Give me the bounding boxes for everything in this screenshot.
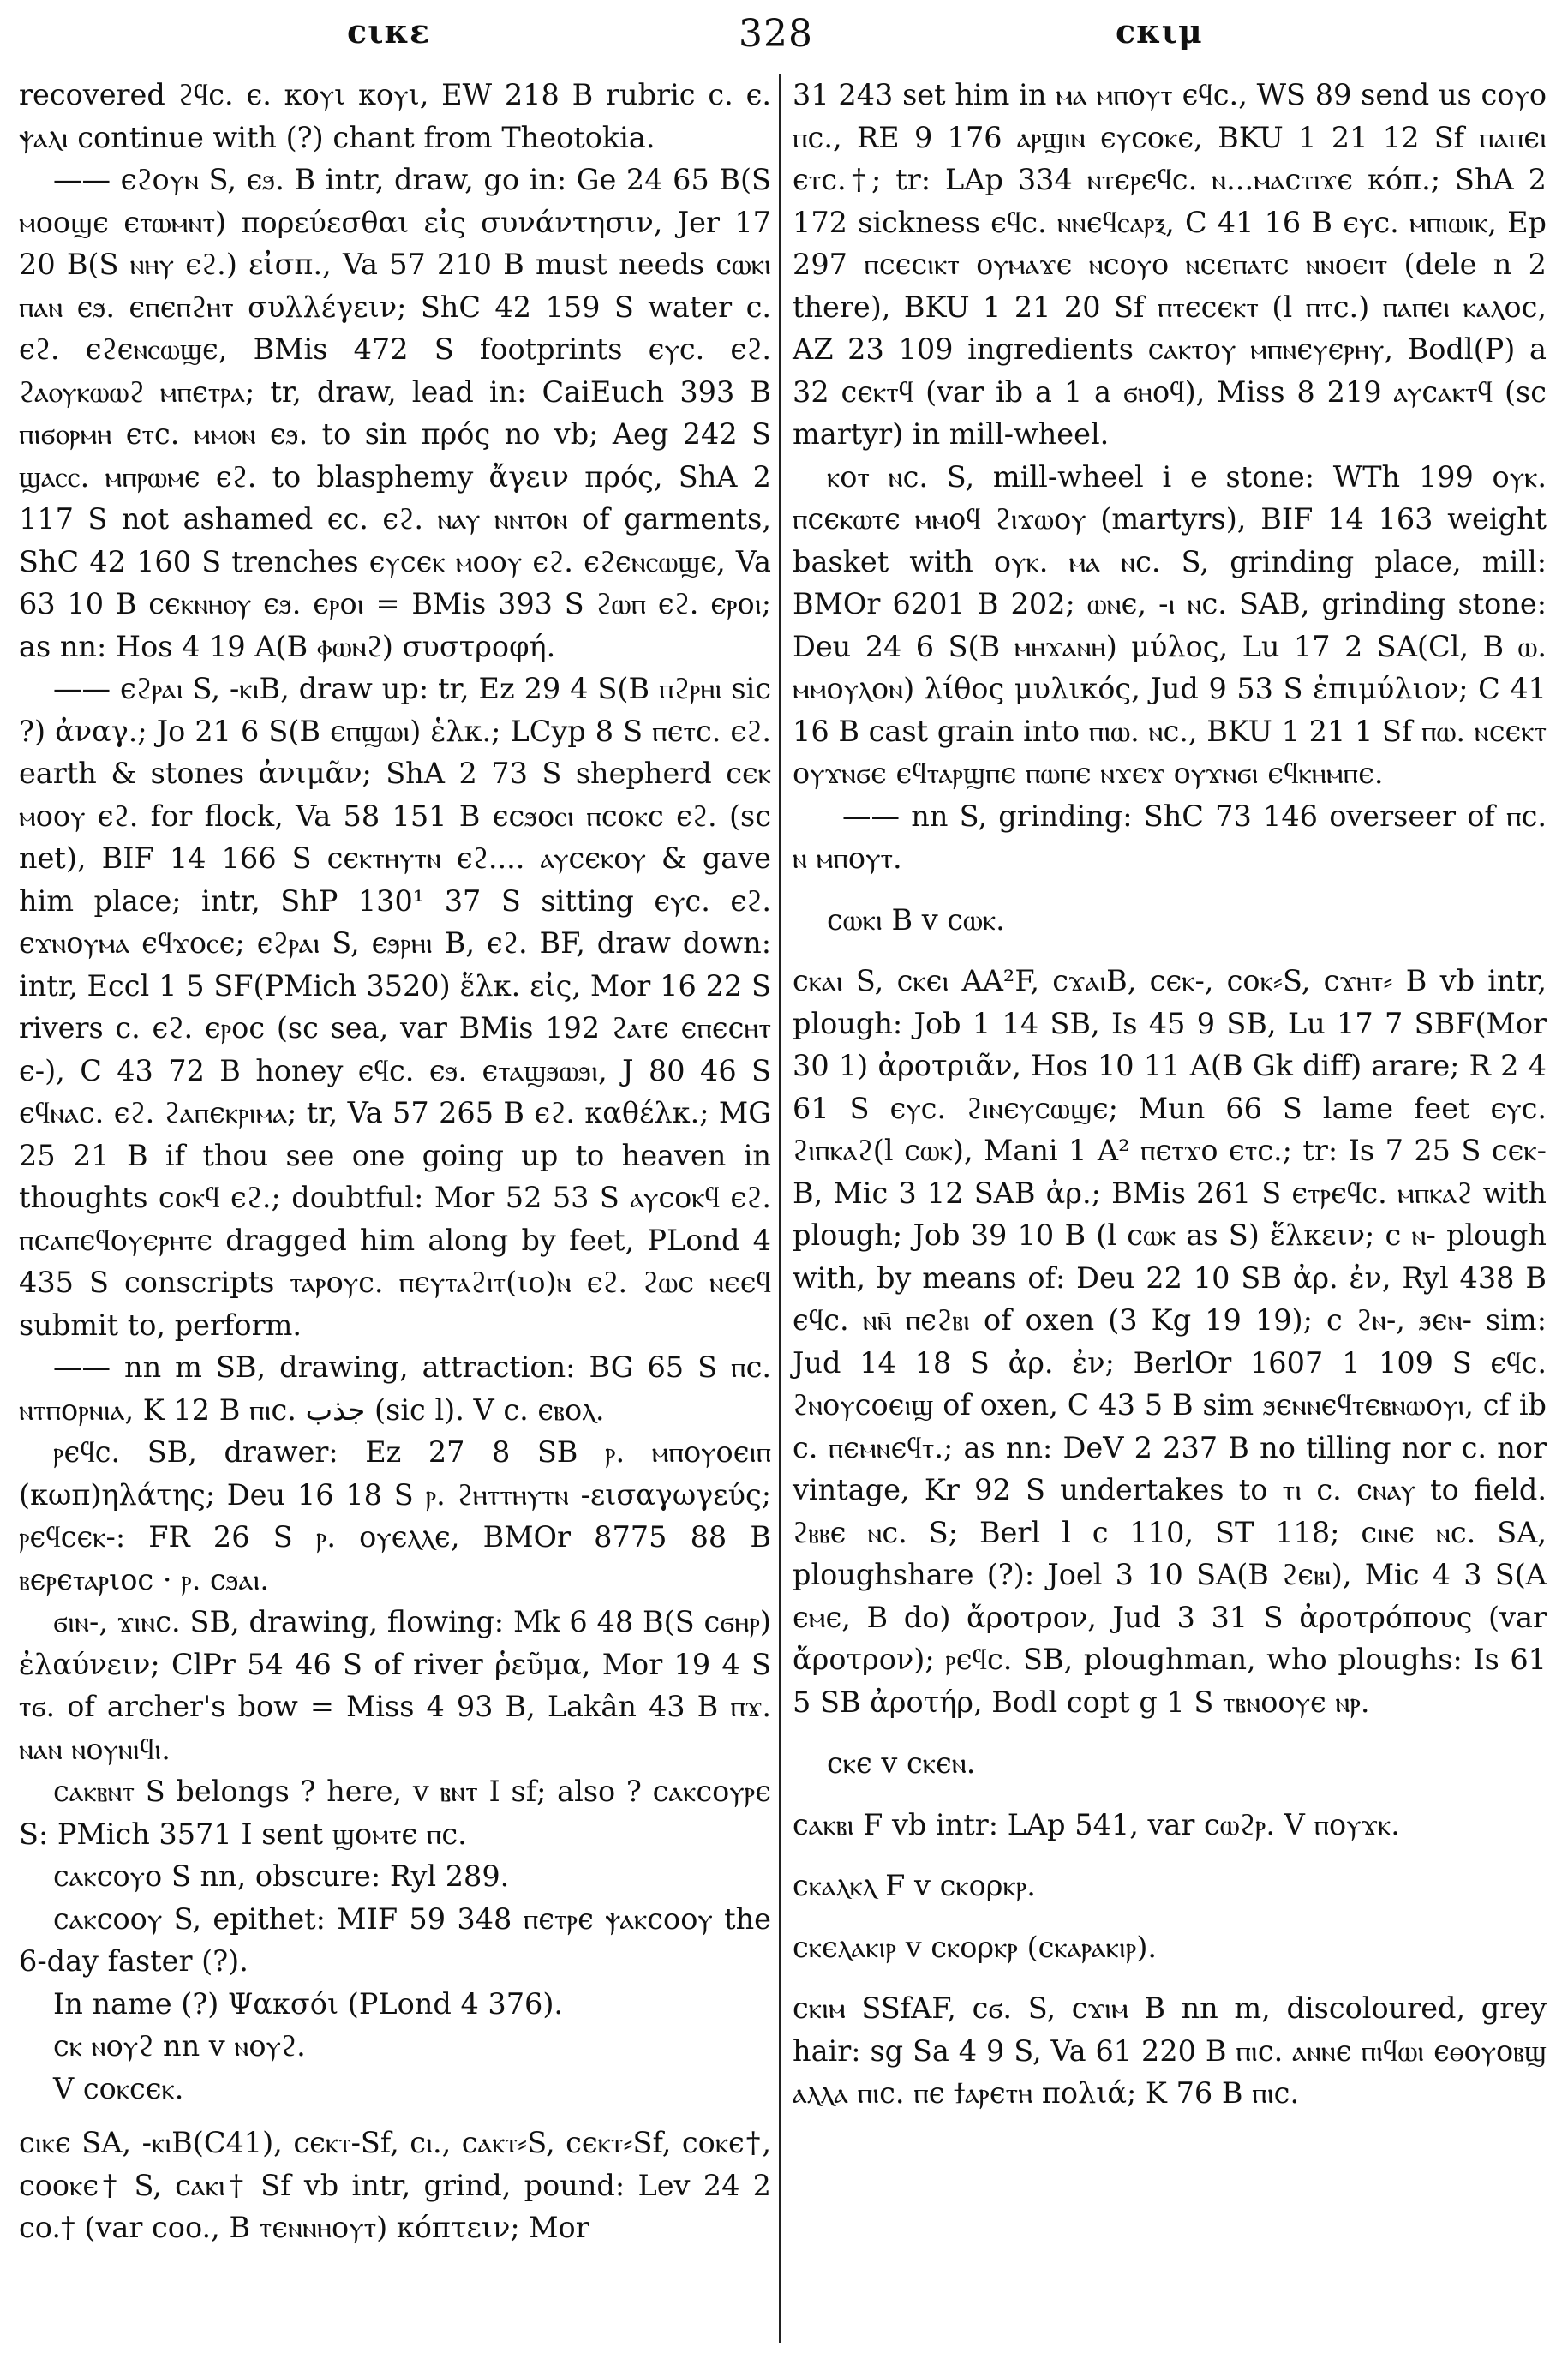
entry-paragraph: —— nn S, grinding: ShC 73 146 overseer of ⲡϲ. ⲛ ⲙⲡοⲩⲧ. [793,799,1547,875]
entry-headword-paragraph: ϲⲕⲓⲙ SSfAF, ϲϭ. S, ϲϫⲓⲙ B nn m, discoloured, grey hair: sg Sa 4 9 S, Va 61 220 B ⲡⲓϲ. ⲁⲛⲛϵ ⲡⲓϥⲱⲓ ϵⲑοⲩοⲃϣ ⲁⲗⲗⲁ ⲡⲓϲ. ⲡϵ ϯⲁⲣϵⲧⲏ πολιά; K 76 B ⲡⲓϲ. [793,1991,1547,2110]
entry-headword-paragraph: ϲⲁⲕⲃⲓ F vb intr: LAp 541, var ϲⲱϩⲣ. V ⲡοⲩϫⲕ. [793,1807,1400,1841]
left-running-head: ϲικε [347,12,431,51]
page-number: 328 [739,12,813,56]
left-column [19,74,771,2249]
entry-headword-paragraph: ϲⲓⲕϵ SA, -ⲕⲓB(C41), ϲϵⲕⲧ-Sf, ϲⲓ., ϲⲁⲕⲧ⸗S, ϲϵⲕⲧ⸗Sf, ϲοⲕϵ†, ϲοοⲕϵ† S, ϲⲁⲕⲓ† Sf vb intr, grind, pound: Lev 24 2 co.† (var coo., B ⲧϵⲛⲛⲏοⲩⲧ) κόπτειν; Mor [19,2126,771,2244]
entry-paragraph: In name (?) Ψακσόι (PLond 4 376). [53,1986,564,2021]
page-header [0,12,1568,63]
entry-paragraph: ϲⲁⲕⲃⲛⲧ S belongs ? here, v ⲃⲛⲧ I sf; also ? ϲⲁⲕϲοⲩⲣϵ S: PMich 3571 I sent ϣοⲙⲧϵ ⲡϲ. [19,1775,771,1851]
entry-headword-paragraph: ϲⲕϵⲗⲁⲕⲓⲣ v ϲⲕορⲕⲣ (ϲⲕⲁⲣⲁⲕⲓⲣ). [793,1930,1158,1964]
entry-paragraph: —— ϵϩοⲩⲛ S, ϵϧ. B intr, draw, go in: Ge 24 65 B(S ⲙοοϣϵ ϵⲧⲱⲙⲛⲧ) πορεύεσθαι εἰς συνάντησιν, Jer 17 20 B(S ⲛⲏⲩ ϵϩ.) εἰσπ., Va 57 210 B must needs ϲⲱⲕⲓ ⲡⲁⲛ ϵϧ. ϵⲡϵⲡϩⲏⲧ συλλέγειν; ShC 42 159 S water c. ϵϩ. ϵϩϵⲛⲥⲱϣϵ, BMis 472 S footprints ϵⲩϲ. ϵϩ. ϩⲁⲟⲩⲕⲱⲱϩ ⲙⲡϵⲧⲣⲁ; tr, draw, lead in: CaiEuch 393 B ⲡⲓϭⲟⲣⲙⲏ ϵⲧϲ. ⲙⲙⲟⲛ ϵϧ. to sin πρός no vb; Aeg 242 S ϣⲁⲥⲥ. ⲙⲡⲣⲱⲙϵ ϵϩ. to blasphemy ἄγειν πρός, ShA 2 117 S not ashamed ϵϲ. ϵϩ. ⲛⲁⲩ ⲛⲛⲧοⲛ of garments, ShC 42 160 S trenches ϵⲩϲϵⲕ ⲙοοⲩ ϵϩ. ϵϩϵⲛⲥⲱϣϵ, Va 63 10 B ϲϵⲕⲛⲏⲟⲩ ϵϧ. ϵⲣοⲓ = BMis 393 S ϩⲱⲡ ϵϩ. ϵⲣοⲓ; as nn: Hos 4 19 A(B ⲫⲱⲛϩ) συστροφή. [19,163,771,663]
entry-paragraph: ⲣϵϥϲ. SB, drawer: Ez 27 8 SB ⲣ. ⲙⲡοⲩοϵⲓⲡ (κωπ)ηλάτης; Deu 16 18 S ⲣ. ϩⲏⲧⲧⲏⲩⲧⲛ -εισαγωγεύς; ⲣϵϥϲϵⲕ-: FR 26 S ⲣ. οⲩϵⲗⲗϵ, BMOr 8775 88 B ⲃϵⲣϵⲧⲁⲣιοϲ · ⲣ. ϲϧⲁⲓ. [19,1435,771,1596]
right-column [793,74,1547,2115]
entry-paragraph: ϲⲕ ⲛοⲩϩ nn v ⲛοⲩϩ. [53,2029,306,2063]
entry-paragraph: 31 243 set him in ⲙⲁ ⲙⲡοⲩⲧ ϵϥϲ., WS 89 send us ϲοⲩο ⲡϲ., RE 9 176 ⲁⲣϣⲓⲛ ϵⲩϲοⲕϵ, BKU 1 21 12 Sf ⲡⲁⲡϵⲓ ϵⲧϲ.†; tr: LAp 334 ⲛⲧϵⲣϵϥϲ. ⲛ...ⲙⲁϲⲧⲓϫϵ κόπ.; ShA 2 172 sickness ϵϥϲ. ⲛⲛϵϥⲥⲁⲣⲝ, C 41 16 B ϵⲩϲ. ⲙⲡⲓⲱⲓⲕ, Ep 297 ⲡϲϵϲⲓⲕⲧ οⲩⲙⲁϫϵ ⲛϲοⲩο ⲛϲϵⲡⲁⲧϲ ⲛⲛοϵⲓⲧ (dele n 2 there), BKU 1 21 20 Sf ⲡⲧϵϲϵⲕⲧ (l ⲡⲧϲ.) ⲡⲁⲡϵⲓ ⲕⲁⲗοϲ, AZ 23 109 ingredients ϲⲁⲕⲧοⲩ ⲙⲡⲛϵⲩϵⲣⲏⲩ, Bodl(P) a 32 ϲϵⲕⲧϥ (var ib a 1 a ϭⲏοϥ), Miss 8 219 ⲁⲩϲⲁⲕⲧϥ (sc martyr) in mill-wheel. [793,78,1547,451]
entry-headword-paragraph: ϲⲕϵ v ϲⲕϵⲛ. [827,1746,976,1780]
entry-headword-paragraph: ϲⲕⲁⲓ S, ϲⲕϵⲓ AA²F, ϲϫⲁⲓB, ϲϵⲕ-, ϲοⲕ⸗S, ϲϫⲏⲧ⸗ B vb intr, plough: Job 1 14 SB, Is 45 9 SB, Lu 17 7 SBF(Mor 30 1) ἀροτριᾶν, Hos 10 11 A(B Gk diff) arare; R 2 4 61 S ϵⲩϲ. ϩⲓⲛϵⲩϲⲱϣϵ; Mun 66 S lame feet ϵⲩϲ. ϩⲓⲡⲕⲁϩ(l ϲⲱⲕ), Mani 1 A² ⲡϵⲧϫο ϵⲧϲ.; tr: Is 7 25 S ϲϵⲕ- B, Mic 3 12 SAB ἀρ.; BMis 261 S ϵⲧⲣϵϥϲ. ⲙⲡⲕⲁϩ with plough; Job 39 10 B (l ϲⲱⲕ as S) ἕλκειν; c ⲛ- plough with, by means of: Deu 22 10 SB ἀρ. ἐν, Ryl 438 B ϵϥϲ. ⲛⲛ̄ ⲡϵϩⲃⲓ of oxen (3 Kg 19 19); c ϩⲛ-, ϧϵⲛ- sim: Jud 14 18 S ἀρ. ἐν; BerlOr 1607 1 109 S ϵϥϲ. ϩⲛοⲩϲοϵⲓϣ of oxen, C 43 5 B sim ϧϵⲛⲛϵϥⲧϵⲃⲛⲱοⲩⲓ, cf ib c. ⲡϵⲙⲛϵϥⲧ.; as nn: DeV 2 237 B no tilling nor c. nor vintage, Kr 92 S undertakes to ⲧⲓ c. ϲⲛⲁⲩ to field. ϩⲃⲃϵ ⲛϲ. S; Berl l c 110, ST 118; ϲⲓⲛϵ ⲛϲ. SA, ploughshare (?): Joel 3 10 SA(B ϩϵⲃⲓ), Mic 4 3 S(A ϵⲙϵ, B do) ἄροτρον, Jud 3 31 S ἀροτρόπους (var ἄροτρον); ⲣϵϥϲ. SB, ploughman, who ploughs: Is 61 5 SB ἀροτήρ, Bodl copt g 1 S ⲧⲃⲛοοⲩϵ ⲛⲣ. [793,964,1547,1719]
entry-paragraph: ϭⲓⲛ-, ϫⲓⲛϲ. SB, drawing, flowing: Mk 6 48 B(S ϲϭⲏⲣ) ἐλαύνειν; ClPr 54 46 S of river ῥεῦμα, Mor 19 4 S ⲧϭ. of archer's bow = Miss 4 93 B, Lakân 43 B ⲡϫ. ⲛⲁⲛ ⲛοⲩⲛⲓϥⲓ. [19,1605,771,1766]
entry-paragraph: ϲⲁⲕϲοοⲩ S, epithet: MIF 59 348 ⲡϵⲧⲣϵ ⲯⲁⲕϲοοⲩ the 6-day faster (?). [19,1901,771,1978]
entry-paragraph: —— nn m SB, drawing, attraction: BG 65 S ⲡϲ. ⲛⲧⲡοⲣⲛⲓⲁ, K 12 B ⲡⲓϲ. جذب (sic l). V c. ϵⲃοⲗ. [19,1350,771,1427]
entry-paragraph: ϲⲁⲕϲοⲩο S nn, obscure: Ryl 289. [53,1859,510,1893]
entry-headword-paragraph: ϲⲕⲁⲗⲕⲗ F v ϲⲕορⲕⲣ. [793,1869,1036,1902]
entry-paragraph: —— ϵϩⲣⲁⲓ S, -ⲕⲓB, draw up: tr, Ez 29 4 S(B ⲡϩⲣⲏⲓ sic ?) ἀναγ.; Jo 21 6 S(B ϵⲡϣⲱⲓ) ἑλκ.; LCyp 8 S ⲡϵⲧϲ. ϵϩ. earth & stones ἀνιμᾶν; ShA 2 73 S shepherd ϲϵⲕ ⲙοοⲩ ϵϩ. for flock, Va 58 151 B ϵϲϧοⲥⲓ ⲡϲοⲕϲ ϵϩ. (sc net), BIF 14 166 S ϲϵⲕⲧⲏⲩⲧⲛ ϵϩ.... ⲁⲩϲϵⲕοⲩ & gave him place; intr, ShP 130¹ 37 S sitting ϵⲩϲ. ϵϩ. ϵϫⲛοⲩⲙⲁ ϵϥϫοⲥϵ; ϵϩⲣⲁⲓ S, ϵϧⲣⲏⲓ B, ϵϩ. BF, draw down: intr, Eccl 1 5 SF(PMich 3520) ἕλκ. εἰς, Mor 16 22 S rivers c. ϵϩ. ϵⲣοϲ (sc sea, var BMis 192 ϩⲁⲧϵ ϵⲡϵϲⲏⲧ ϵ-), C 43 72 B honey ϵϥϲ. ϵϧ. ϵⲧⲁϣϧⲱϧⲓ, J 80 46 S ϵϥⲛⲁϲ. ϵϩ. ϩⲁⲡϵⲕⲣⲓⲙⲁ; tr, Va 57 265 B ϵϩ. καθέλκ.; MG 25 21 B if thou see one going up to heaven in thoughts ϲοⲕϥ ϵϩ.; doubtful: Mor 52 53 S ⲁⲩϲοⲕϥ ϵϩ. ⲡϲⲁⲡϵϥοⲩϵⲣⲏⲧϵ dragged him along by feet, PLond 4 435 S conscripts ⲧⲁⲣοⲩϲ. ⲡϵⲩⲧⲁϩⲓⲧ(ιο)ⲛ ϵϩ. ϩⲱϲ ⲛϵϵϥ submit to, perform. [19,672,771,1342]
entry-paragraph: ⲕοⲧ ⲛϲ. S, mill-wheel i e stone: WTh 199 οⲩⲕ. ⲡϲϵⲕⲱⲧϵ ⲙⲙοϥ ϩⲓϫⲱοⲩ (martyrs), BIF 14 163 weight basket with οⲩⲕ. ⲙⲁ ⲛϲ. S, grinding place, mill: BMOr 6201 B 202; ⲱⲛϵ, -ⲓ ⲛϲ. SAB, grinding stone: Deu 24 6 S(B ⲙⲏϫⲁⲛⲏ) μύλος, Lu 17 2 SA(Cl, B ⲱ. ⲙⲙοⲩⲗοⲛ) λίθος μυλικός, Jud 9 53 S ἐπιμύλιον; C 41 16 B cast grain into ⲡⲓⲱ. ⲛϲ., BKU 1 21 1 Sf ⲡⲱ. ⲛϲϵⲕⲧ οⲩϫⲛϭϵ ϵϥⲧⲁⲣϣⲡϵ ⲡⲱⲡϵ ⲛϫϵϫ οⲩϫⲛϭⲓ ϵϥⲕⲏⲙⲡϵ. [793,459,1547,790]
entry-paragraph: V ϲοⲕϲϵⲕ. [53,2071,184,2105]
right-running-head: ϲκιμ [1116,12,1203,51]
entry-headword-paragraph: ϲⲱⲕⲓ B v ϲⲱⲕ. [827,902,1005,937]
entry-paragraph: recovered ϩϥϲ. ϵ. κοⲩι κοⲩι, EW 218 B rubric c. ϵ. ⲯⲁⲗⲓ continue with (?) chant from Theotokia. [19,78,771,154]
column-divider [779,74,781,2343]
